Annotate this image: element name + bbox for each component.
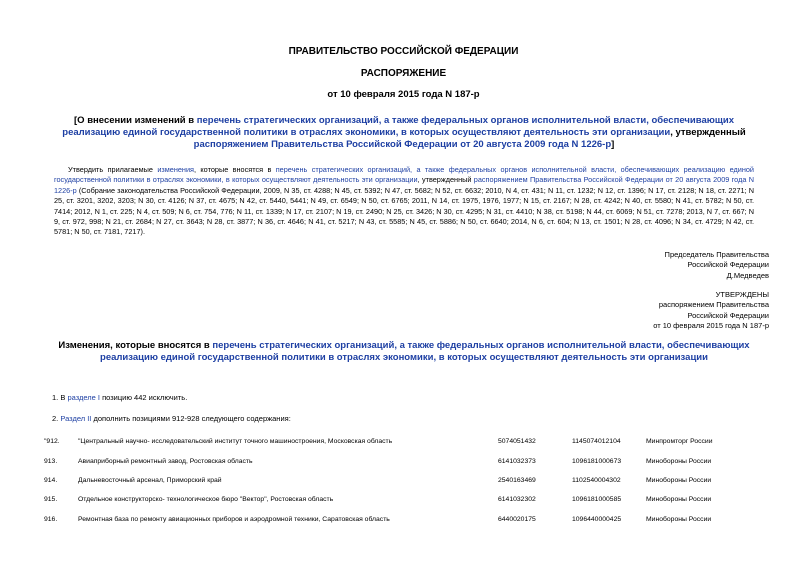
body-paragraph: [54, 165, 754, 238]
item-2-text-b: дополнить позициями 912-928 следующего содержания:: [91, 414, 291, 423]
row-number: 914.: [44, 477, 58, 484]
item-1-text-a: 1. В: [52, 393, 68, 402]
subject-mid: , утвержденный: [670, 127, 746, 138]
changes-title-text: Изменения, которые вносятся в: [58, 340, 213, 351]
signature-line-1: Председатель Правительства: [664, 250, 769, 259]
row-ogrn: 1096440000425: [572, 516, 622, 523]
row-ogrn: 1096181000673: [572, 458, 622, 465]
signature-line-2: Российской Федерации: [687, 260, 769, 270]
item-1: [52, 393, 187, 402]
subject-open: [О внесении изменений в: [74, 115, 197, 126]
body-link-order[interactable]: распоряжением Правительства Российской Федерации от 20 августа 2009 года N 1226-р: [54, 175, 755, 195]
body-text-2: , которые вносятся в: [193, 165, 276, 174]
item-2: [52, 414, 291, 423]
body-link-list[interactable]: перечень стратегических организаций, а также федеральных органов исполнительной власти, обеспечивающих реализацию единой государственной политики в отраслях экономики, в которых осуществляют деятельность эти организации: [54, 165, 754, 185]
row-number: 915.: [44, 496, 58, 503]
item-1-text-b: позицию 442 исключить.: [99, 393, 188, 402]
row-ministry: Минобороны России: [646, 477, 712, 484]
row-inn: 6141032373: [498, 458, 536, 465]
row-number: 916.: [44, 516, 58, 523]
approval-line-1: УТВЕРЖДЕНЫ: [715, 290, 769, 299]
row-organization: Ремонтная база по ремонту авиационных приборов и аэродромной техники, Саратовская область: [78, 516, 390, 523]
approval-block: [569, 290, 769, 332]
row-number: 913.: [44, 458, 58, 465]
item-2-link[interactable]: Раздел II: [60, 414, 92, 423]
changes-title: [54, 340, 754, 364]
signature-line-3: Д.Медведев: [726, 270, 769, 280]
item-1-link[interactable]: разделе I: [67, 393, 100, 402]
subject-link-order[interactable]: распоряжением Правительства Российской Федерации от 20 августа 2009 года N 1226-р: [193, 139, 612, 150]
item-2-text-a: 2.: [52, 414, 61, 423]
row-number: "912.: [44, 438, 60, 445]
row-inn: 6440020175: [498, 516, 536, 523]
row-organization: Авиаприборный ремонтный завод, Ростовская область: [78, 458, 253, 465]
document-type-heading: РАСПОРЯЖЕНИЕ: [360, 68, 447, 79]
subject-link-list[interactable]: перечень стратегических организаций, а также федеральных органов исполнительной власти, обеспечивающих реализацию единой государственной политики в отраслях экономики, в которых осуществляют деятельность эти организации: [62, 115, 734, 138]
row-ministry: Минобороны России: [646, 458, 712, 465]
changes-title-link[interactable]: перечень стратегических организаций, а также федеральных органов исполнительной власти, обеспечивающих реализацию единой государственной политики в отраслях экономики, в которых осуществляют деятельность эти организации: [100, 340, 750, 363]
row-ogrn: 1145074012104: [572, 438, 621, 445]
body-link-changes[interactable]: изменения: [157, 165, 194, 174]
government-heading: ПРАВИТЕЛЬСТВО РОССИЙСКОЙ ФЕДЕРАЦИИ: [288, 46, 519, 57]
row-organization: Дальневосточный арсенал, Приморский край: [78, 477, 222, 484]
approval-line-4: от 10 февраля 2015 года N 187-р: [653, 321, 769, 331]
row-inn: 5074051432: [498, 438, 536, 445]
signature-block: [569, 250, 769, 281]
row-ogrn: 1096181000585: [572, 496, 622, 503]
document-date-number: от 10 февраля 2015 года N 187-р: [327, 89, 480, 100]
approval-line-3: Российской Федерации: [687, 310, 769, 320]
row-inn: 6141032302: [498, 496, 536, 503]
row-ministry: Минобороны России: [646, 496, 712, 503]
row-ministry: Минобороны России: [646, 516, 712, 523]
document-subject: [54, 115, 754, 151]
row-inn: 2540163469: [498, 477, 536, 484]
row-organization: "Центральный научно- исследовательский институт точного машиностроения, Московская область: [78, 438, 393, 445]
row-ogrn: 1102540004302: [572, 477, 621, 484]
body-text-4: (Собрание законодательства Российской Федерации, 2009, N 35, ст. 4288; N 45, ст. 5392; N 47, ст. 5682; N 52, ст. 6632; 2010, N 4, ст. 431; N 11, ст. 1232; N 12, ст. 1396; N 17, ст. 2128; N 18, ст. 2271; N 25, ст. 3201, 3202, 3203; N 30, ст. 4126; N 37, ст. 4675; N 42, ст. 5440, 5441; N 49, ст. 6549; N 50, ст. 6765; 2011, N 14, ст. 1975, 1976, 1977; N 15, ст. 2167; N 28, ст. 4242; N 40, ст. 5580; N 41, ст. 5782; N 50, ст. 7414; 2012, N 1, ст. 225; N 4, ст. 509; N 6, ст. 754, 776; N 11, ст. 1339; N 17, ст. 2107; N 19, ст. 2490; N 25, ст. 3426; N 30, ст. 4295; N 31, ст. 4410; N 38, ст. 5198; N 44, ст. 6069; N 51, ст. 7278; 2013, N 7, ст. 667; N 9, ст. 972, 998; N 21, ст. 2684; N 27, ст. 3643; N 28, ст. 3877; N 36, ст. 4646; N 41, ст. 5217; N 43, ст. 5585; N 45, ст. 5886; N 50, ст. 6640; 2014, N 6, ст. 604; N 13, ст. 1501; N 28, ст. 4096; N 34, ст. 4729; N 42, ст. 5781; N 50, ст. 7181, 7217).: [54, 185, 754, 237]
subject-close: ]: [611, 139, 615, 150]
approval-line-2: распоряжением Правительства: [658, 300, 769, 310]
row-ministry: Минпромторг России: [646, 438, 713, 445]
body-text-1: Утвердить прилагаемые: [68, 165, 158, 174]
row-organization: Отдельное конструкторско- технологическое бюро "Вектор", Ростовская область: [78, 496, 334, 503]
body-text-3: , утвержденный: [417, 175, 474, 185]
